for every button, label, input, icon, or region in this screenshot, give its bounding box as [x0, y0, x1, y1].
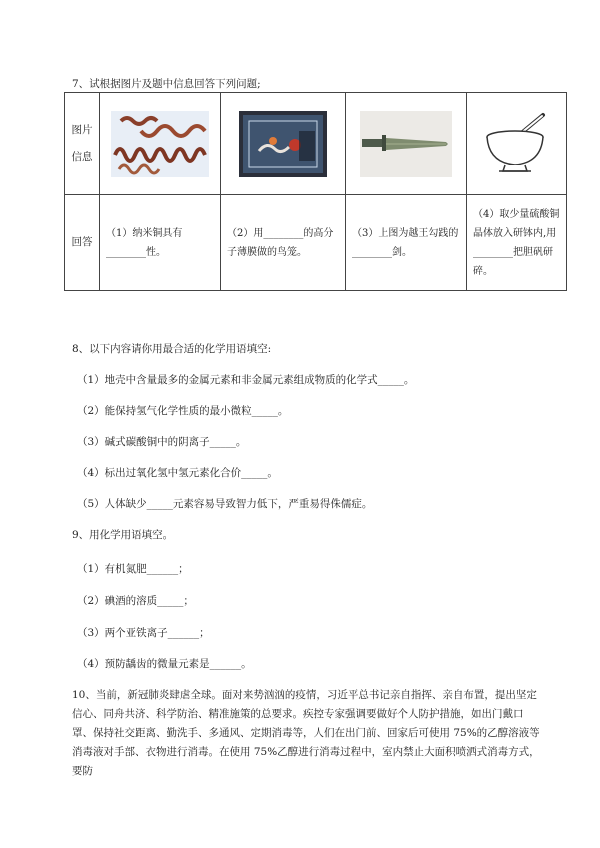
q9-title: 9、用化学用语填空。 [72, 529, 174, 541]
q8-item-2: （2）能保持氢气化学性质的最小微粒_____。 [77, 405, 289, 417]
q8-title: 8、以下内容请你用最合适的化学用语填空: [72, 343, 272, 355]
q9-item-4: （4）预防龋齿的微量元素是______。 [77, 658, 252, 670]
header-line-1: 图片 [71, 123, 93, 136]
answer-cell-1: （1）纳米铜具有________性。 [100, 195, 221, 291]
q8-item-1: （1）地壳中含量最多的金属元素和非金属元素组成物质的化学式_____。 [77, 374, 415, 386]
q7-title: 7、试根据图片及题中信息回答下列问题; [72, 78, 261, 90]
birdcage-film-image [239, 111, 327, 177]
answer-cell-2: （2）用________的高分子薄膜做的鸟笼。 [221, 195, 346, 291]
table-header-answer: 回答 [65, 195, 100, 291]
nano-copper-wire-image [111, 111, 209, 177]
header-line-2: 信息 [71, 150, 93, 163]
picture-polymer-birdcage [221, 93, 346, 195]
q8-item-4: （4）标出过氧化氢中氢元素化合价_____。 [77, 467, 278, 479]
q8-item-3: （3）碱式碳酸铜中的阴离子_____。 [77, 436, 247, 448]
answer-cell-3: （3）上图为越王勾践的________剑。 [346, 195, 467, 291]
q8-item-5: （5）人体缺少_____元素容易导致智力低下，严重易得侏儒症。 [77, 498, 373, 510]
answer-cell-4: （4）取少量硫酸铜晶体放入研钵内,用________把胆矾研碎。 [467, 195, 567, 291]
q9-item-2: （2）碘酒的溶质_____； [77, 595, 194, 607]
mortar-pestle-image [479, 111, 555, 177]
q10-paragraph: 10、当前，新冠肺炎肆虐全球。面对来势汹汹的疫情，习近平总书记亲自指挥、亲自布置，提出坚定信心、同舟共济、科学防治、精准施策的总要求。疾控专家强调要做好个人防护措施，如出门戴口罩、保持社交距离、勤洗手、多通风、定期消毒等，人们在出门前、回家后可使用 75%的乙醇溶液等消毒液对手部、衣物进行消毒。在使用 75%乙醇进行消毒过程中，室内禁止大面积喷洒式消毒方式，要防 [72, 689, 540, 777]
table-header-picture-info [65, 93, 100, 195]
picture-goujian-sword [346, 93, 467, 195]
q7-table [64, 92, 567, 291]
sword-image [360, 111, 452, 177]
q9-item-1: （1）有机氮肥______； [77, 563, 189, 575]
q9-item-3: （3）两个亚铁离子______； [77, 627, 210, 639]
picture-nano-copper [100, 93, 221, 195]
picture-mortar-pestle [467, 93, 567, 195]
